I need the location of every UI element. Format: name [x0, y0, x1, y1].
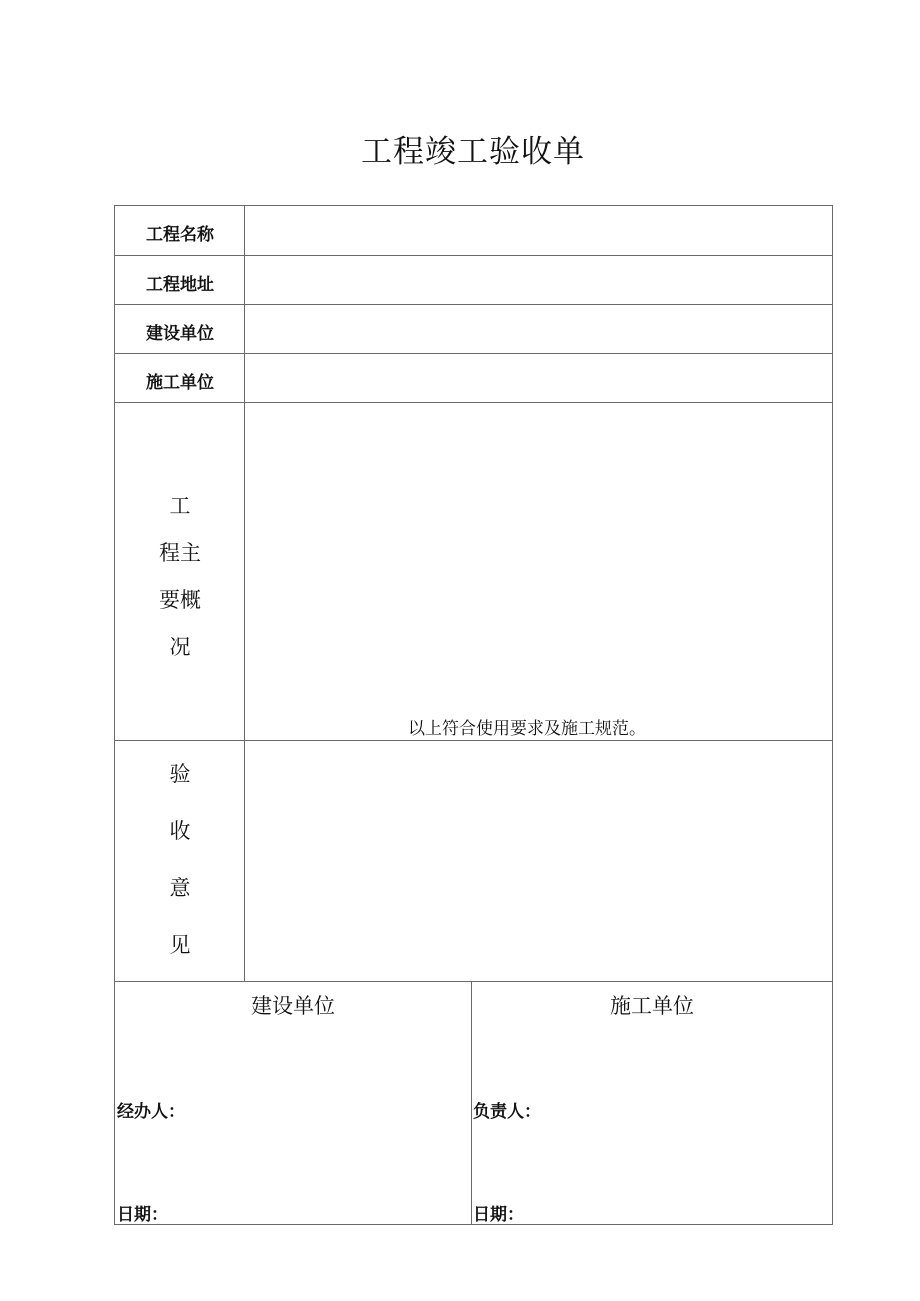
compliance-note: 以上符合使用要求及施工规范。: [408, 719, 646, 739]
client-signature-title: 建设单位: [251, 994, 335, 1018]
client-unit-label: 建设单位: [146, 324, 214, 344]
handler-label: 经办人：: [117, 1102, 185, 1122]
acceptance-label-line: 验: [169, 762, 191, 786]
label-column-divider: [244, 205, 245, 982]
row-divider: [114, 255, 833, 256]
acceptance-label-line: 见: [169, 933, 191, 957]
client-date-label: 日期：: [117, 1205, 168, 1225]
row-divider: [114, 981, 833, 982]
row-divider: [114, 304, 833, 305]
responsible-person-label: 负责人：: [473, 1102, 541, 1122]
contractor-unit-label: 施工单位: [146, 373, 214, 393]
table-border-left: [114, 205, 115, 1225]
acceptance-label-line: 收: [169, 819, 191, 843]
overview-label-line: 程主: [159, 541, 201, 565]
contractor-date-label: 日期：: [473, 1205, 524, 1225]
overview-label-line: 要概: [159, 588, 201, 612]
row-divider: [114, 353, 833, 354]
table-border-top: [114, 205, 833, 206]
page-title: 工程竣工验收单: [361, 134, 585, 170]
project-overview-label: [116, 483, 244, 671]
table-border-right: [832, 205, 833, 1225]
contractor-signature-title: 施工单位: [610, 994, 694, 1018]
project-name-label: 工程名称: [146, 225, 214, 245]
overview-label-line: 况: [169, 635, 191, 659]
acceptance-opinion-label: [116, 746, 244, 974]
project-address-label: 工程地址: [146, 275, 214, 295]
overview-label-line: 工: [169, 494, 191, 518]
row-divider: [114, 740, 833, 741]
row-divider: [114, 402, 833, 403]
acceptance-label-line: 意: [169, 876, 191, 900]
